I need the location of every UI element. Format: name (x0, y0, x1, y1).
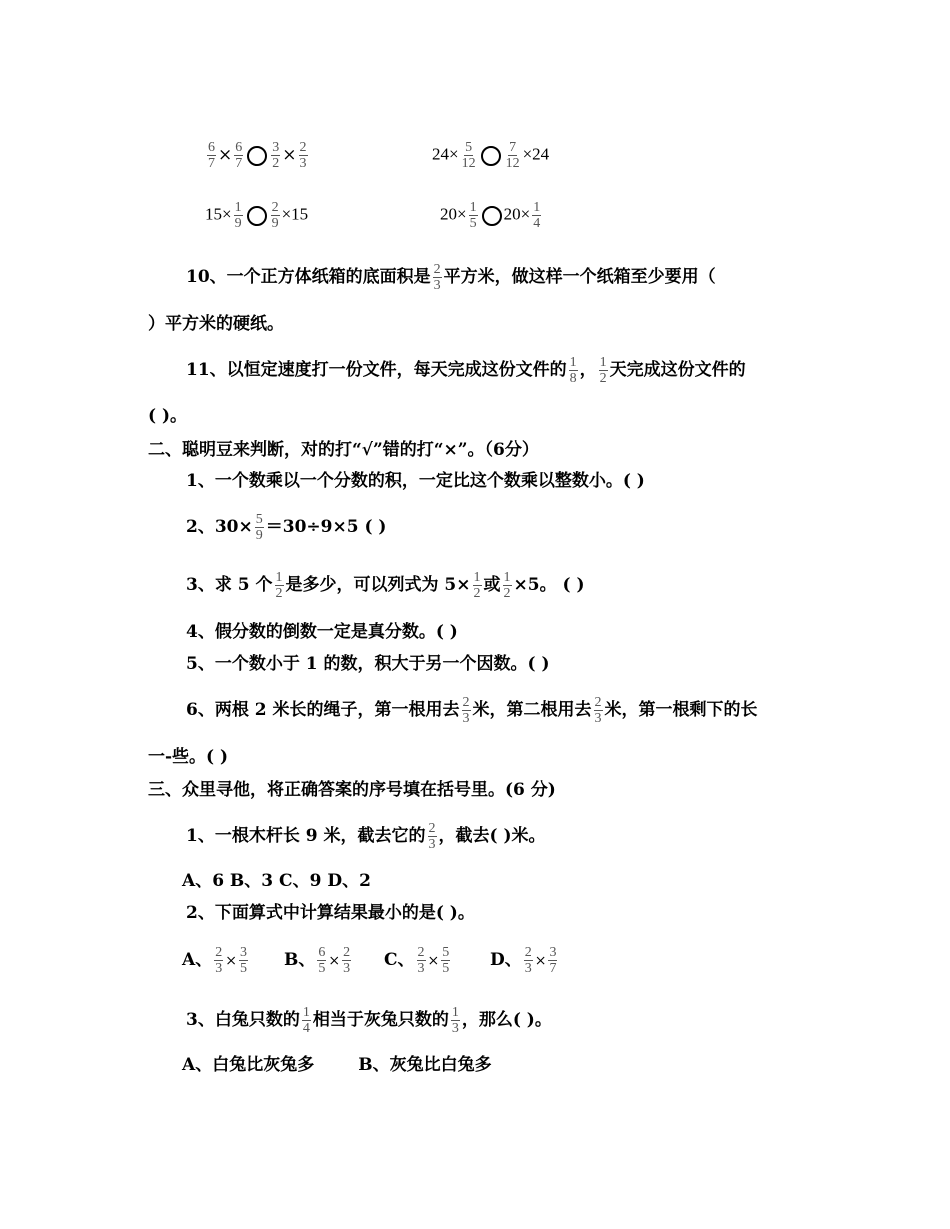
mc-3-option-a: A、白兔比灰兔多 (182, 1055, 315, 1075)
fraction: $\frac{1}{4}$ (533, 200, 541, 231)
judge-1: 1、一个数乘以一个分数的积，一定比这个数乘以整数小。( ) (186, 471, 645, 491)
fraction: $\frac{2}{3}$ (417, 945, 425, 976)
fraction: $\frac{3}{2}$ (272, 140, 280, 171)
judge-6: 6、两根 2 米长的绳子，第一根用去 $\frac{2}{3}$ 米，第二根用去 $\frac{2}{3}$ 米，第一根剩下的长 (186, 695, 758, 726)
judge-6-line2: 一-些。( ) (148, 747, 229, 767)
compare-row-3: 15× $\frac{1}{9}$ $\frac{2}{9}$ ×15 (205, 200, 309, 231)
compare-row-2: 24× $\frac{5}{12}$ $\frac{7}{12}$ ×24 (432, 140, 550, 171)
fraction: $\frac{1}{9}$ (234, 200, 242, 231)
fraction: $\frac{3}{5}$ (239, 945, 247, 976)
question-11: 11、以恒定速度打一份文件，每天完成这份文件的 $\frac{1}{8}$ ， $\frac{1}{2}$ 天完成这份文件的 (186, 355, 746, 386)
compare-row-1: $\frac{6}{7}$ × $\frac{6}{7}$ $\frac{3}{2}$ × $\frac{2}{3}$ (208, 140, 307, 171)
fraction: $\frac{5}{5}$ (442, 945, 450, 976)
mc-3-options (182, 1055, 492, 1075)
mc-1-options: A、6 B、3 C、9 D、2 (182, 871, 371, 891)
fraction: $\frac{2}{3}$ (462, 695, 470, 726)
fraction: $\frac{2}{3}$ (428, 821, 436, 852)
fraction: $\frac{1}{2}$ (473, 570, 481, 601)
fraction: $\frac{2}{9}$ (271, 200, 279, 231)
fraction: $\frac{6}{7}$ (208, 140, 215, 171)
fraction: $\frac{6}{5}$ (318, 945, 326, 976)
fraction: $\frac{3}{7}$ (549, 945, 557, 976)
mc-3-option-b: B、灰兔比白兔多 (358, 1055, 492, 1075)
fraction: $\frac{1}{2}$ (275, 570, 283, 601)
question-10-line2: ）平方米的硬纸。 (148, 314, 284, 334)
fraction: $\frac{1}{5}$ (469, 200, 477, 231)
mc-2-option-b: B、 $\frac{6}{5}$ × $\frac{2}{3}$ (284, 945, 351, 976)
judge-5: 5、一个数小于 1 的数，积大于另一个因数。( ) (186, 654, 550, 674)
fraction: $\frac{1}{3}$ (451, 1005, 459, 1036)
section-3-title: 三、众里寻他，将正确答案的序号填在括号里。(6 分) (148, 780, 556, 800)
fraction: $\frac{5}{9}$ (255, 512, 263, 543)
judge-4: 4、假分数的倒数一定是真分数。( ) (186, 622, 458, 642)
fraction: $\frac{1}{2}$ (599, 355, 607, 386)
mc-2-option-d: D、 $\frac{2}{3}$ × $\frac{3}{7}$ (490, 945, 557, 976)
fraction: $\frac{5}{12}$ (461, 140, 476, 171)
mc-3: 3、白兔只数的 $\frac{1}{4}$ 相当于灰兔只数的 $\frac{1}{3}$ ，那么( )。 (186, 1005, 552, 1036)
fraction: $\frac{2}{3}$ (215, 945, 223, 976)
judge-3: 3、求 5 个 $\frac{1}{2}$ 是多少，可以列式为 5× $\frac{1}{2}$ 或 $\frac{1}{2}$ ×5。 ( ) (186, 570, 585, 601)
compare-circle[interactable] (481, 146, 501, 166)
fraction: $\frac{2}{3}$ (524, 945, 532, 976)
mc-1: 1、一根木杆长 9 米，截去它的 $\frac{2}{3}$ ，截去( )米。 (186, 821, 546, 852)
mc-2: 2、下面算式中计算结果最小的是( )。 (186, 903, 475, 923)
fraction: $\frac{2}{3}$ (299, 140, 307, 171)
fraction: $\frac{1}{2}$ (503, 570, 511, 601)
compare-circle[interactable] (482, 206, 502, 226)
fraction: $\frac{1}{8}$ (569, 355, 577, 386)
judge-2: 2、30× $\frac{5}{9}$ ＝30÷9×5 ( ) (186, 512, 387, 543)
compare-circle[interactable] (247, 146, 267, 166)
compare-circle[interactable] (247, 206, 267, 226)
mc-2-option-a: A、 $\frac{2}{3}$ × $\frac{3}{5}$ (182, 945, 247, 976)
fraction: $\frac{6}{7}$ (235, 140, 243, 171)
question-11-line2: ( )。 (148, 406, 188, 426)
section-2-title: 二、聪明豆来判断，对的打“√”错的打“×”。（6分） (148, 440, 539, 460)
mc-2-option-c: C、 $\frac{2}{3}$ × $\frac{5}{5}$ (384, 945, 450, 976)
compare-row-4: 20× $\frac{1}{5}$ 20× $\frac{1}{4}$ (440, 200, 541, 231)
question-10: 10、一个正方体纸箱的底面积是 $\frac{2}{3}$ 平方米，做这样一个纸箱至少要用（ (186, 262, 716, 293)
fraction: $\frac{2}{3}$ (433, 262, 441, 293)
fraction: $\frac{2}{3}$ (343, 945, 351, 976)
fraction: $\frac{7}{12}$ (505, 140, 520, 171)
fraction: $\frac{1}{4}$ (302, 1005, 310, 1036)
fraction: $\frac{2}{3}$ (594, 695, 602, 726)
